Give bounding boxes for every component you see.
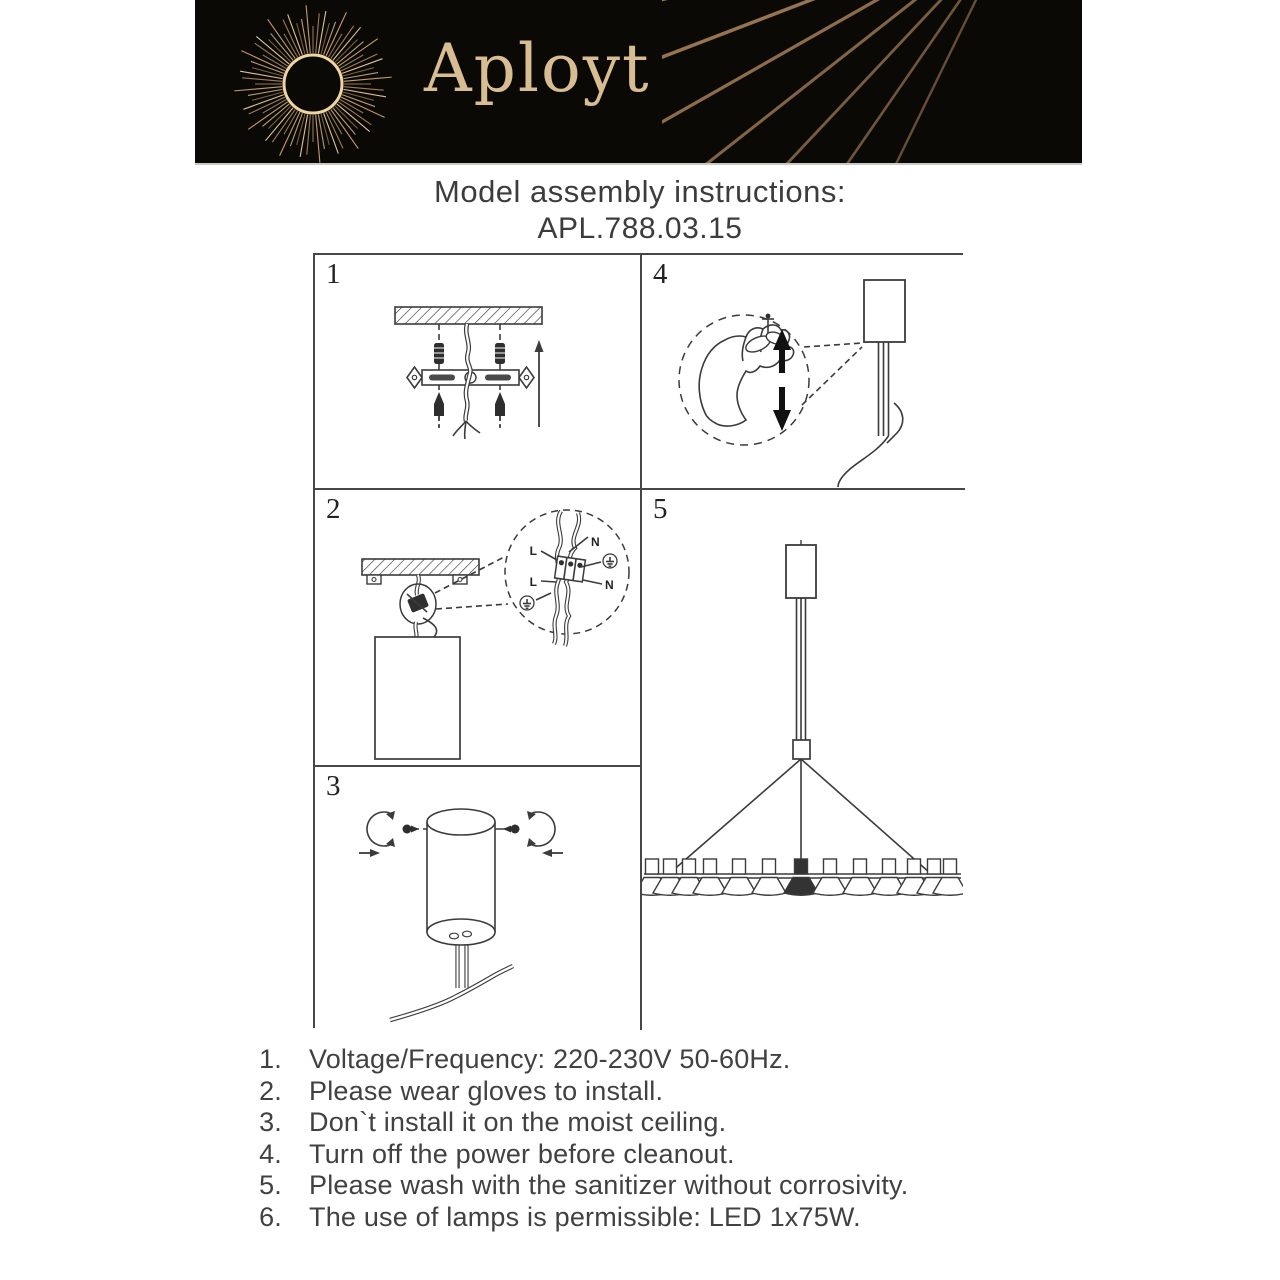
instruction-item <box>0 1076 1280 1108</box>
instruction-item <box>0 1044 1280 1076</box>
step-5-diagram-chandelier <box>642 490 963 1028</box>
instruction-number: 6. <box>259 1201 282 1232</box>
hub-connector <box>793 740 810 759</box>
wire-label-l-bottom: L <box>529 575 537 589</box>
step-1-number: 1 <box>326 258 341 290</box>
suspension-rods <box>879 342 889 436</box>
instruction-text: Voltage/Frequency: 220-230V 50-60Hz. <box>309 1044 791 1074</box>
center-rod <box>797 598 806 740</box>
screw-right <box>495 392 505 428</box>
up-down-arrows <box>773 329 791 431</box>
instruction-number: 3. <box>259 1107 282 1138</box>
wire-label-n-bottom: N <box>605 578 614 592</box>
step-3-diagram-side-screws <box>315 767 640 1028</box>
instruction-number: 5. <box>259 1170 282 1201</box>
wiring-detail-circle <box>505 510 629 646</box>
title-block <box>0 174 1280 246</box>
wire-label-l-top: L <box>529 544 537 558</box>
loose-wire <box>838 403 903 487</box>
wire-connector <box>400 575 437 638</box>
page-title: Model assembly instructions: <box>434 174 846 209</box>
side-screw-right <box>503 811 563 857</box>
brand-wordmark: Aployt <box>424 30 651 107</box>
step-5-panel <box>642 490 965 1030</box>
step-2-panel <box>315 490 642 767</box>
canopy-box <box>864 280 905 342</box>
earth-symbol-right-icon <box>603 554 617 568</box>
instruction-number: 1. <box>259 1044 282 1074</box>
canopy-cylinder <box>427 809 495 945</box>
step-5-number: 5 <box>653 493 668 525</box>
exit-cable <box>390 966 513 1020</box>
side-screw-left <box>359 811 419 857</box>
instruction-item <box>0 1170 1280 1202</box>
step-1-panel <box>315 255 642 490</box>
model-number: APL.788.03.15 <box>537 212 743 245</box>
step-2-diagram-wiring <box>315 490 640 765</box>
banner-rays-decoration-icon <box>662 0 1082 163</box>
screw-left <box>434 392 444 428</box>
step-2-number: 2 <box>326 493 341 525</box>
instruction-item <box>0 1139 1280 1171</box>
brand-banner <box>195 0 1082 165</box>
step-4-diagram-height-adjust <box>642 255 965 488</box>
step-4-number: 4 <box>653 258 668 290</box>
step-4-panel <box>642 255 965 490</box>
spreader-rods <box>670 759 930 873</box>
step-3-number: 3 <box>326 770 341 802</box>
instruction-text: The use of lamps is permissible: LED 1x75W. <box>309 1201 861 1232</box>
lamp-row <box>642 859 963 895</box>
instruction-text: Don`t install it on the moist ceiling. <box>309 1107 727 1138</box>
canopy-body <box>375 637 460 759</box>
wall-anchor-right <box>495 343 505 364</box>
step-3-panel <box>315 767 642 1030</box>
wall-anchor-left <box>434 343 444 364</box>
instruction-text: Turn off the power before cleanout. <box>309 1138 735 1169</box>
assembly-steps-grid <box>313 253 963 1028</box>
wire-label-n-top: N <box>591 535 600 549</box>
instruction-text: Please wear gloves to install. <box>309 1075 664 1106</box>
aployt-sunburst-logo-icon <box>225 0 401 165</box>
instruction-number: 4. <box>259 1138 282 1169</box>
terminal-block <box>555 556 586 582</box>
up-arrow <box>535 340 544 427</box>
canopy-box <box>786 545 816 598</box>
instruction-item <box>0 1202 1280 1234</box>
earth-symbol-left-icon <box>520 596 534 610</box>
instruction-list <box>0 1044 1280 1234</box>
step-1-diagram-bracket-mounting <box>315 255 642 488</box>
instruction-item <box>0 1107 1280 1139</box>
instruction-number: 2. <box>259 1075 282 1106</box>
instruction-text: Please wash with the sanitizer without corrosivity. <box>309 1170 909 1201</box>
